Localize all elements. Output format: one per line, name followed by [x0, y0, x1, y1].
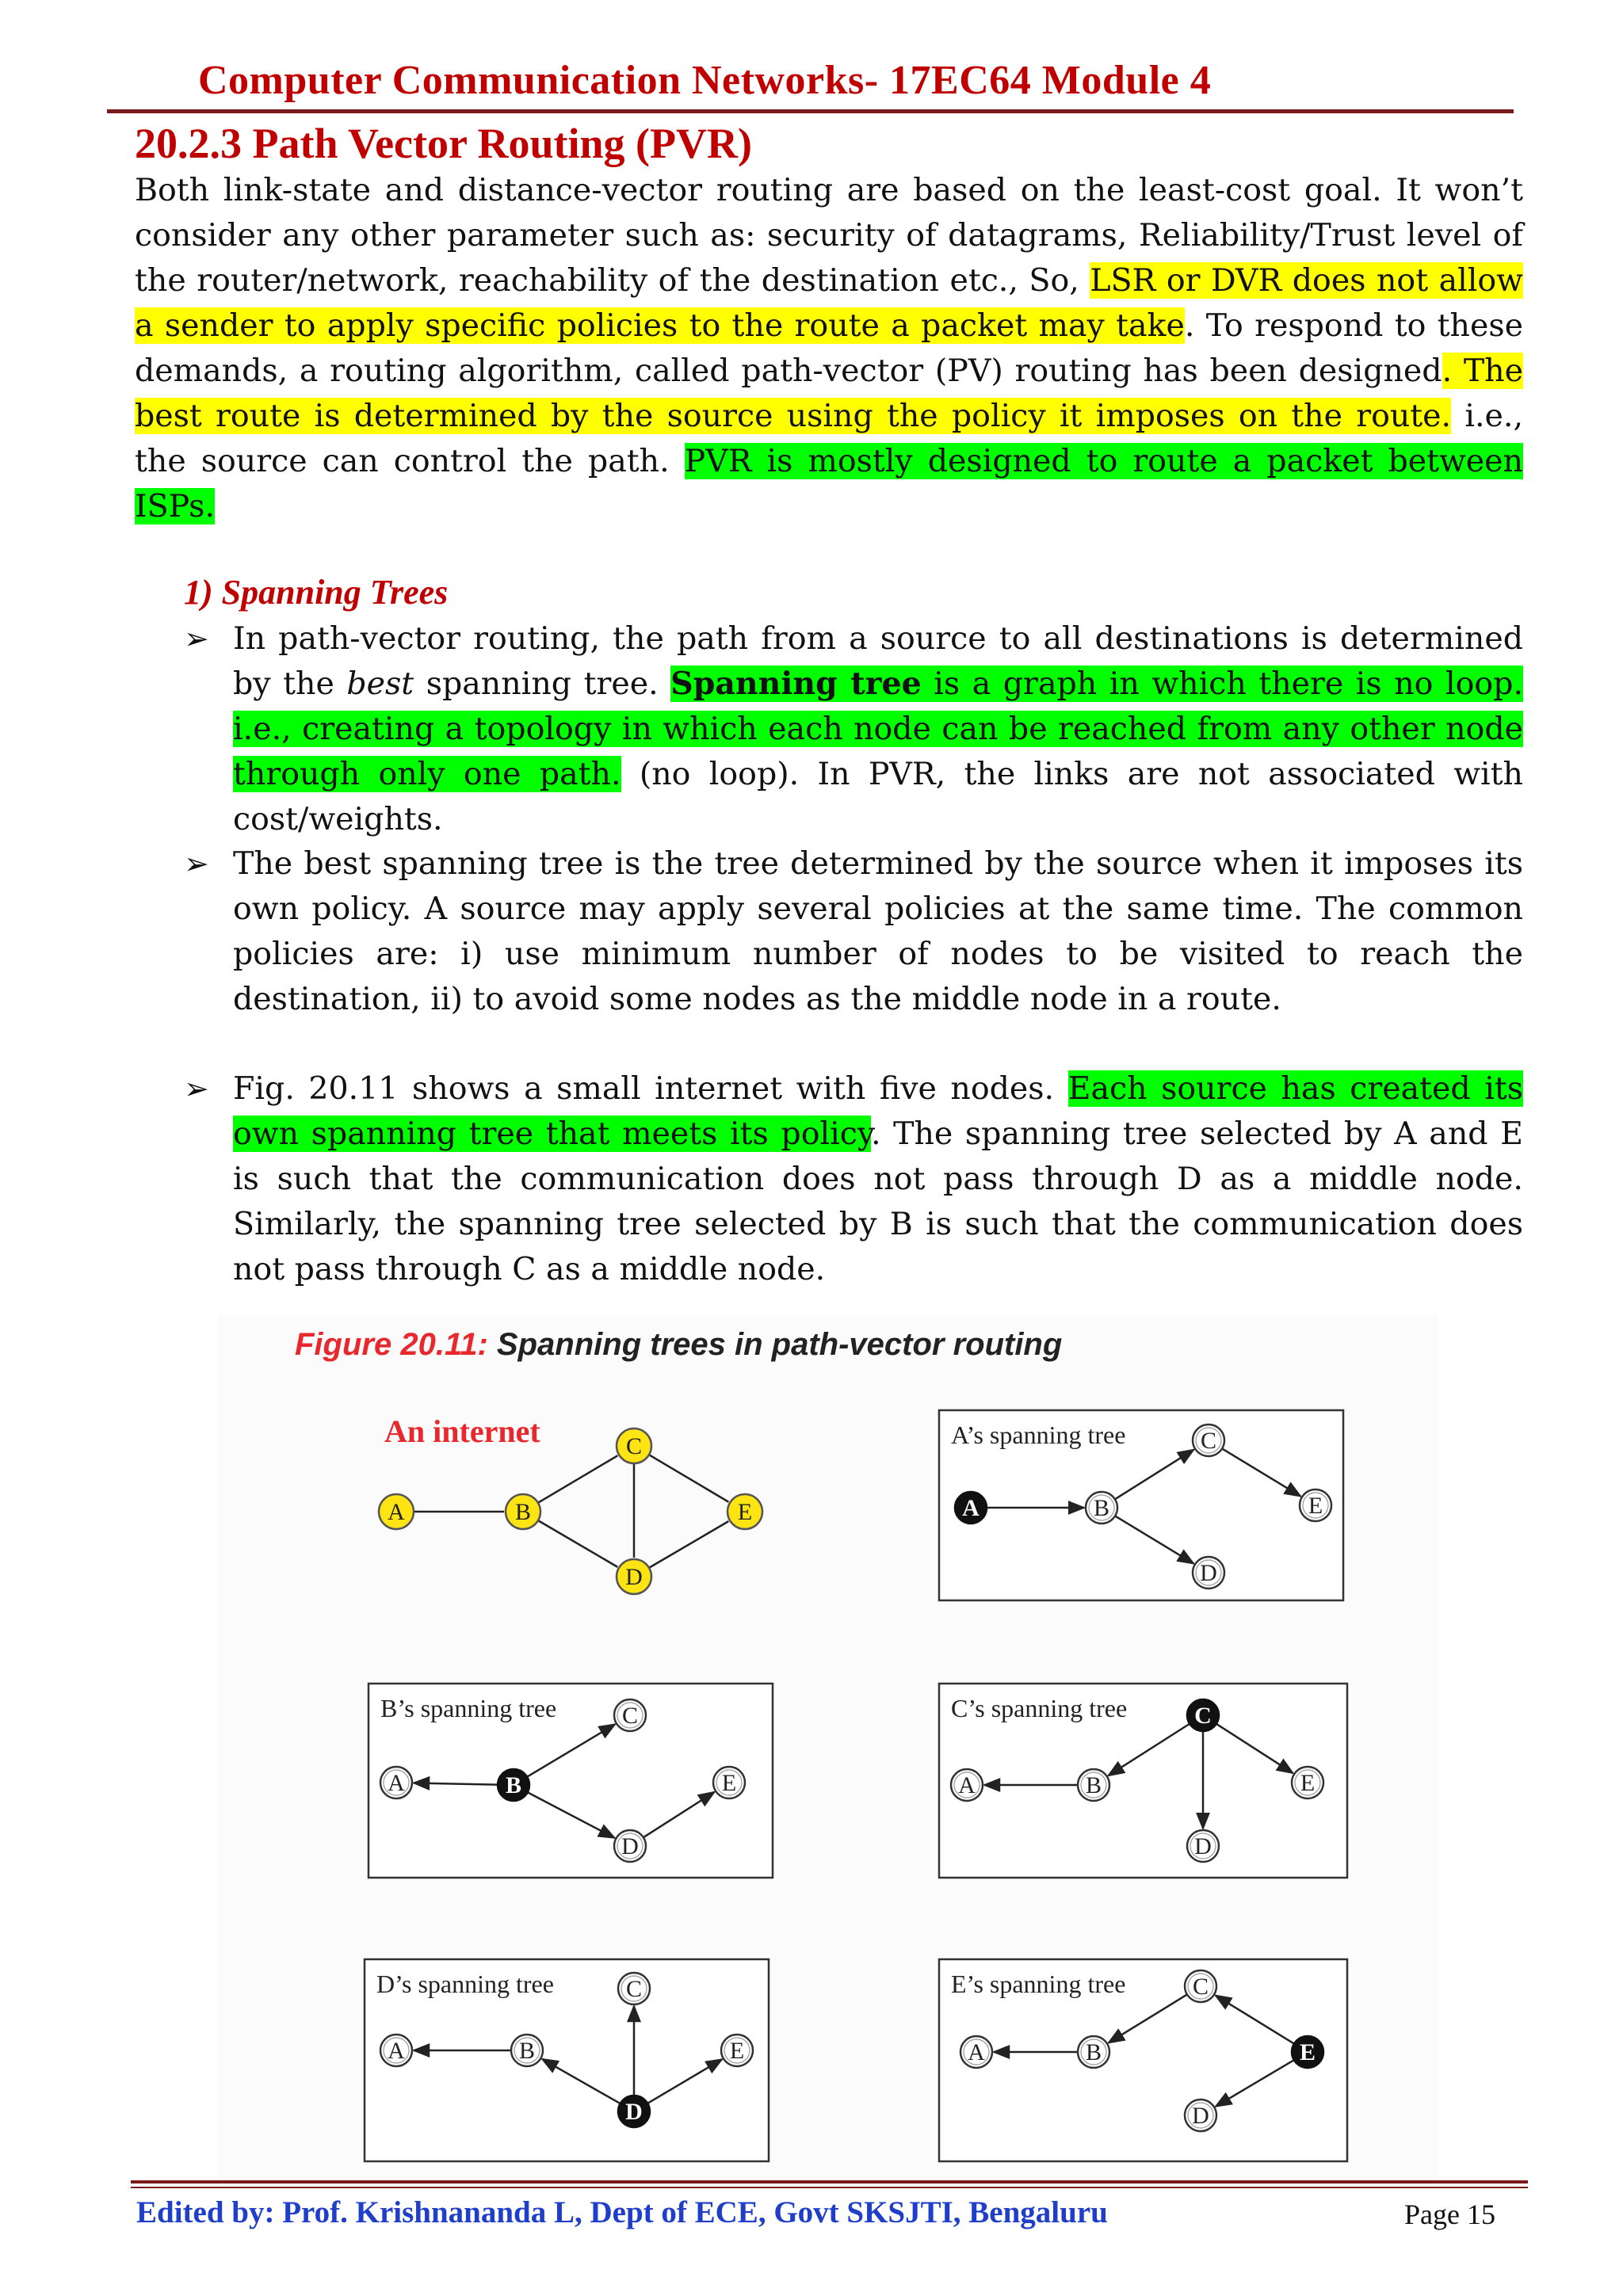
highlight-pvr-isps: PVR is mostly designed to route a packet between ISPs.: [135, 443, 1523, 524]
bullet1-highlight: is a graph in which there is no loop. i.e., creating a topology in which each node can be reached from any other node through only one path.: [233, 666, 1524, 792]
panel-label-B: B’s spanning tree: [380, 1694, 557, 1722]
node-label-E: E: [1299, 2039, 1316, 2065]
bullet1-emphasis: best: [346, 666, 414, 702]
bullet2-text: The best spanning tree is the tree determined by the source when it imposes its own policy. A source may apply several policies at the same time. The common policies are: i) use minimum number of nodes to be visited to reach the destination, ii) to avoid some nodes as the middle node in a route.: [233, 845, 1523, 1017]
page-header: Computer Communication Networks- 17EC64 Module 4: [198, 58, 1212, 103]
node-label-C: C: [621, 1703, 639, 1729]
edge: [649, 1455, 728, 1502]
figure-title: Spanning trees in path-vector routing: [496, 1327, 1063, 1362]
node-label-A: A: [388, 1770, 405, 1796]
bullet1-bold-term: Spanning tree: [670, 666, 922, 702]
arrow-bullet-icon: ➢: [184, 621, 209, 656]
bullet1-text-2: spanning tree.: [414, 666, 671, 702]
node-label-E: E: [729, 2038, 745, 2064]
intro-text-2: . To respond to these demands, a routing algorithm, called path-vector (PV) routing has been designed: [135, 307, 1523, 389]
node-label-C: C: [1200, 1428, 1217, 1454]
page-number: Page 15: [1404, 2199, 1495, 2230]
subsection-title: 1) Spanning Trees: [184, 573, 449, 612]
bullet3-text-1: Fig. 20.11 shows a small internet with five nodes.: [233, 1070, 1068, 1107]
bullet3-highlight: Each source has created its own spanning tree that meets its policy: [233, 1070, 1523, 1152]
node-label-B: B: [518, 2038, 536, 2064]
node-label-D: D: [621, 1833, 639, 1859]
section-title: 20.2.3 Path Vector Routing (PVR): [135, 120, 752, 167]
node-label-E: E: [737, 1499, 753, 1525]
node-label-A: A: [388, 2038, 405, 2064]
node-label-A: A: [958, 1772, 976, 1798]
intro-text-3: i.e., the source can control the path.: [135, 398, 1523, 479]
bullet1-text-3: (no loop). In PVR, the links are not associated with cost/weights.: [233, 756, 1523, 837]
panel-label-D: D’s spanning tree: [376, 1970, 554, 1998]
bullet1-text-1: In path-vector routing, the path from a source to all destinations is determined by the: [233, 620, 1523, 702]
footer-rule-bottom: [131, 2187, 1528, 2188]
arrow-bullet-icon: ➢: [184, 1071, 209, 1106]
node-label-D: D: [1194, 1833, 1212, 1859]
node-label-C: C: [1192, 1974, 1209, 2000]
node-label-E: E: [721, 1770, 737, 1796]
panel-label-A: A’s spanning tree: [951, 1421, 1126, 1449]
highlight-best-route: . The best route is determined by the source using the policy it imposes on the route.: [135, 353, 1523, 434]
internet-label: An internet: [384, 1413, 540, 1449]
node-label-C: C: [625, 1976, 643, 2002]
node-label-A: A: [388, 1499, 405, 1525]
highlight-lsr-dvr: LSR or DVR does not allow a sender to apply specific policies to the route a packet may take: [135, 262, 1523, 344]
edge: [649, 1521, 728, 1568]
node-label-D: D: [1200, 1560, 1217, 1586]
node-label-D: D: [625, 2099, 643, 2125]
node-label-E: E: [1308, 1493, 1323, 1519]
intro-text-1: Both link-state and distance-vector routing are based on the least-cost goal. It won’t consider any other parameter such as: security of datagrams, Reliability/Trust level of the router/network, reachability of the destination etc., So,: [135, 172, 1523, 299]
node-label-E: E: [1300, 1770, 1316, 1796]
node-label-B: B: [1093, 1495, 1110, 1521]
arrow-bullet-icon: ➢: [184, 846, 209, 881]
node-label-B: B: [505, 1772, 522, 1798]
node-label-C: C: [625, 1433, 643, 1459]
node-label-B: B: [1085, 2039, 1102, 2065]
node-label-A: A: [968, 2039, 985, 2065]
footer-credit: Edited by: Prof. Krishnananda L, Dept of ECE, Govt SKSJTI, Bengaluru: [136, 2195, 1108, 2229]
node-label-B: B: [1085, 1772, 1102, 1798]
edge: [538, 1455, 617, 1503]
panel-label-E: E’s spanning tree: [951, 1970, 1126, 1998]
node-label-B: B: [514, 1499, 532, 1525]
node-label-C: C: [1194, 1703, 1212, 1729]
node-label-D: D: [625, 1564, 643, 1590]
figure-label: Figure 20.11:: [295, 1327, 488, 1362]
node-label-D: D: [1192, 2103, 1209, 2129]
footer-rule-top: [131, 2180, 1528, 2183]
bullet3-text-2: . The spanning tree selected by A and E is such that the communication does not pass through D as a middle node. Similarly, the spanning tree selected by B is such that the communication does not pass through C as a middle node.: [233, 1116, 1523, 1287]
panel-label-C: C’s spanning tree: [951, 1694, 1128, 1722]
edge: [538, 1520, 617, 1567]
node-label-A: A: [962, 1495, 980, 1521]
